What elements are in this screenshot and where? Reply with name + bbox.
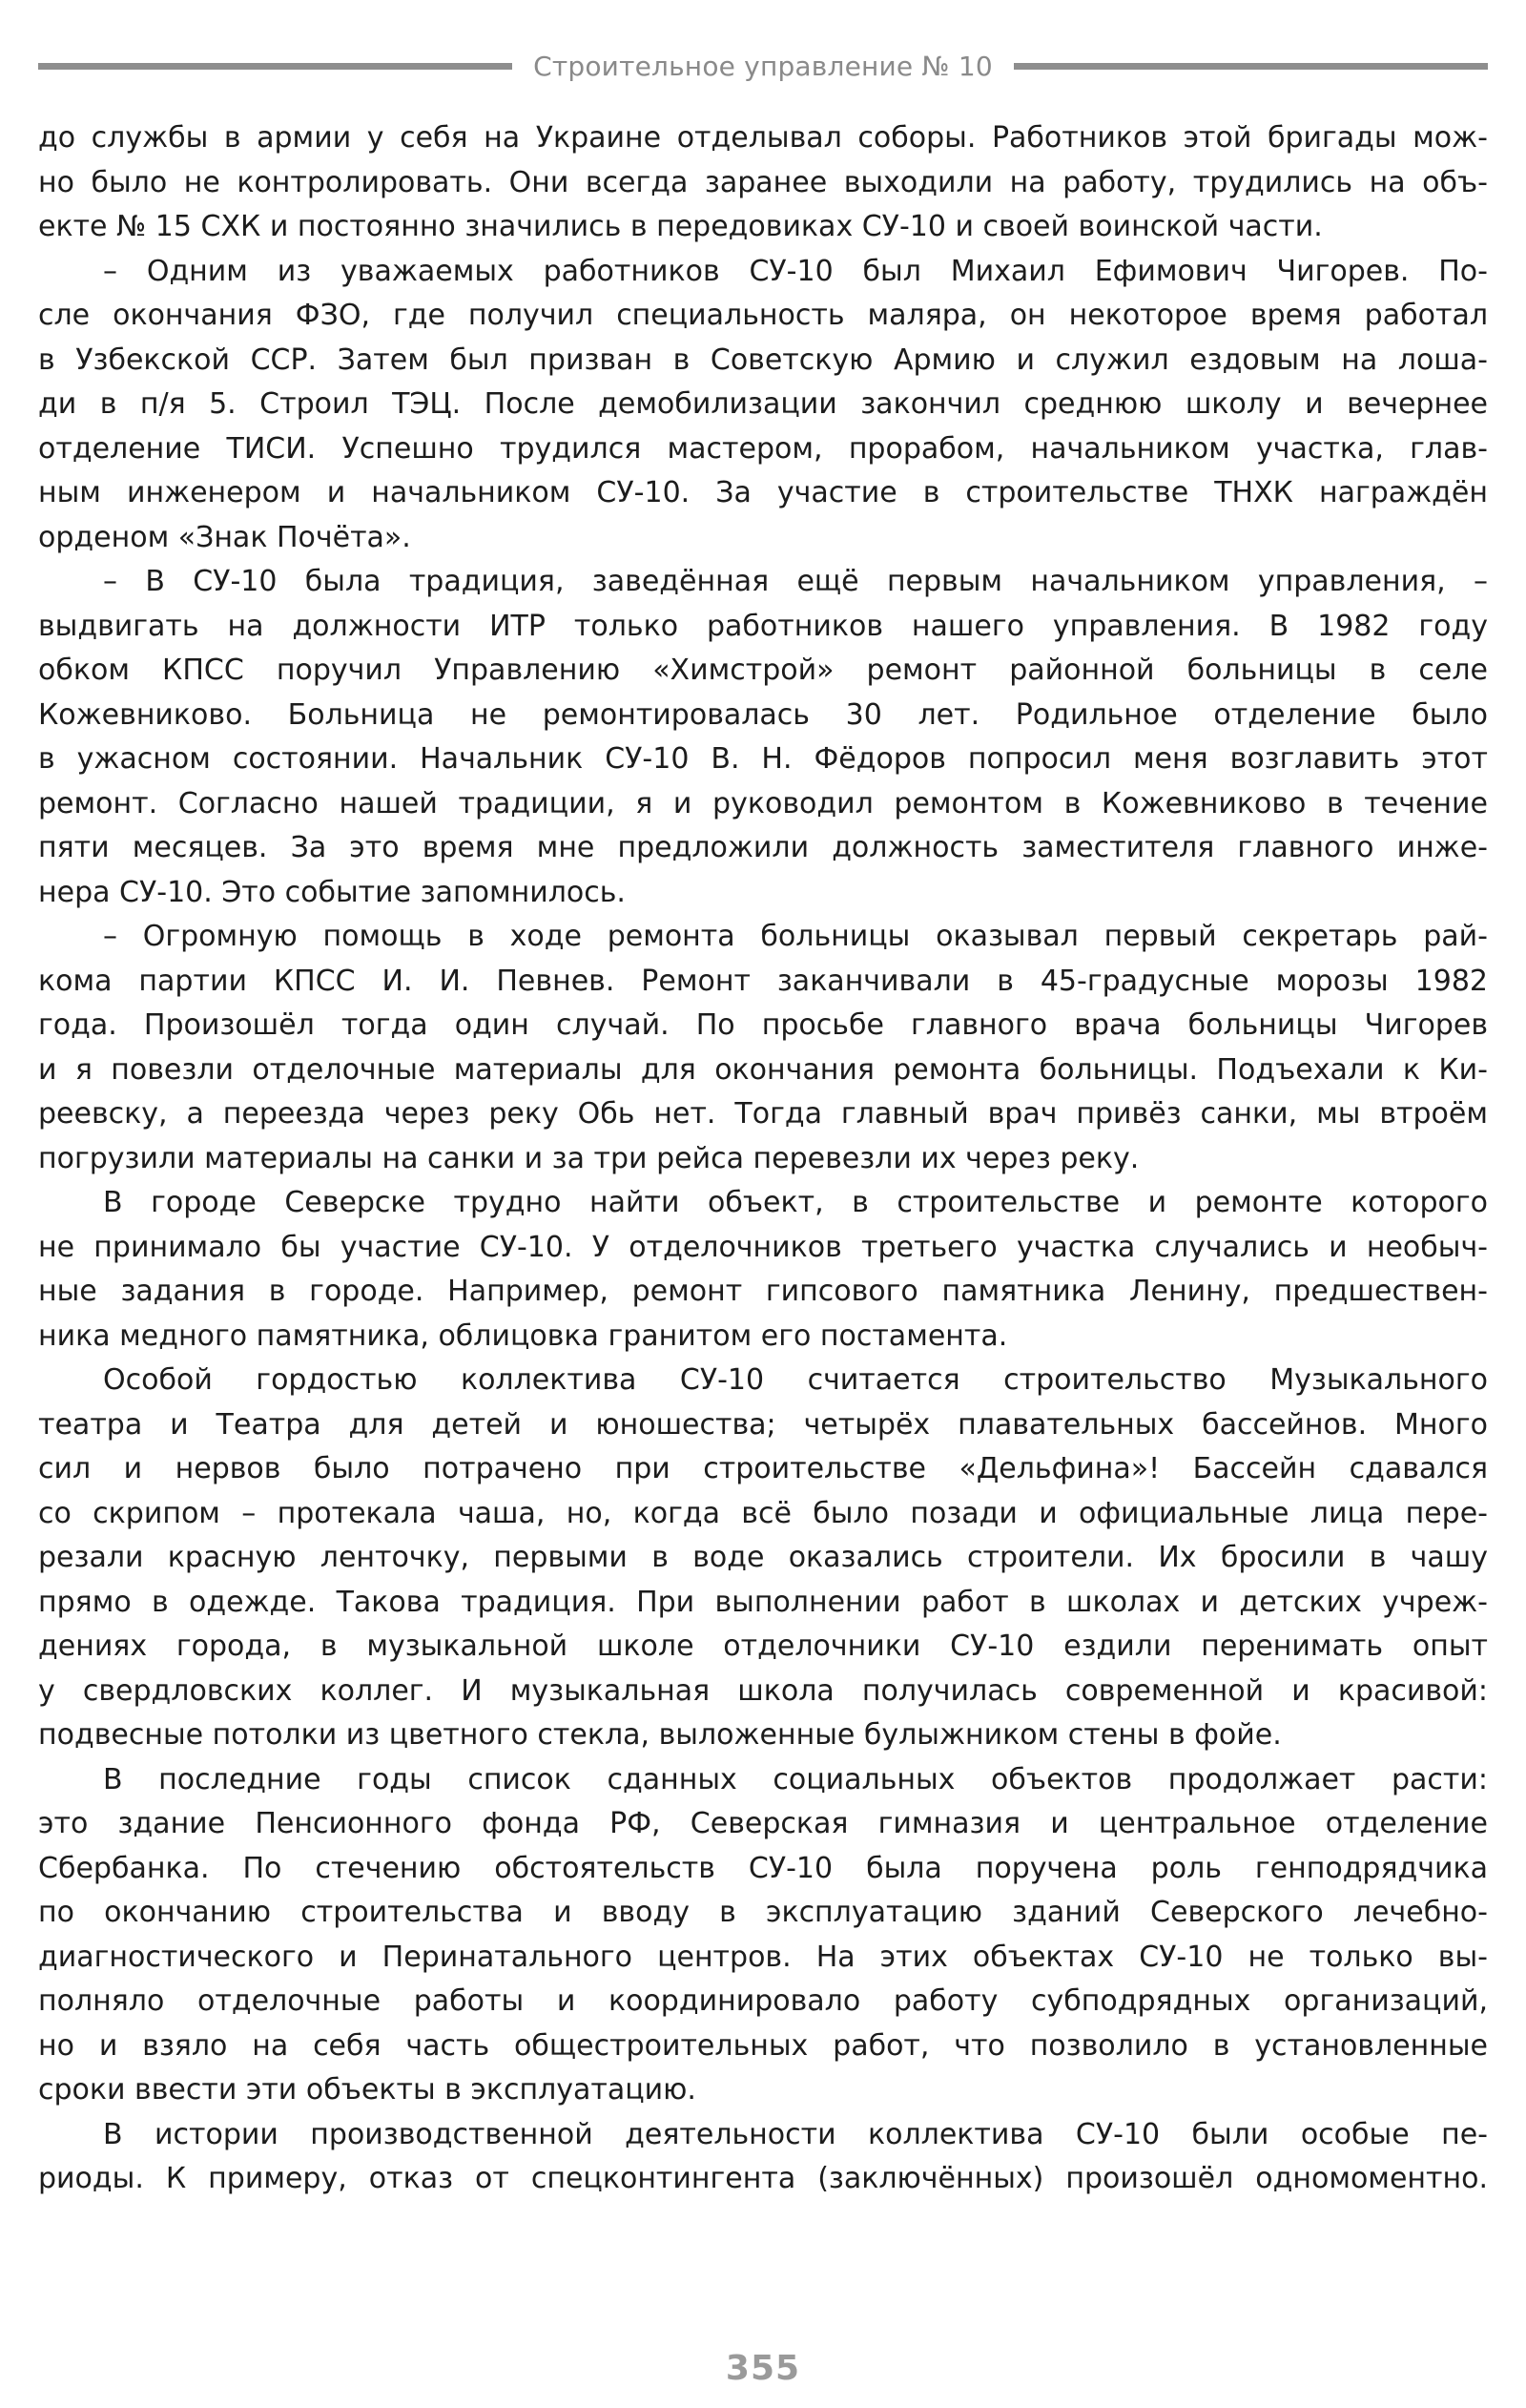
text-line: – Одним из уважаемых работников СУ-10 был Михаил Ефимович Чигорев. По- — [103, 254, 1488, 288]
text-line: – В СУ-10 была традиция, заведённая ещё первым начальником управления, – — [103, 565, 1488, 598]
text-line: Кожевниково. Больница не ремонтировалась 30 лет. Родильное отделение было — [38, 697, 1488, 732]
text-line: подвесные потолки из цветного стекла, выложенные булыжником стены в фойе. — [38, 1718, 1282, 1752]
text-line: реевску, а переезда через реку Обь нет. Тогда главный врач привёз санки, мы втроём — [38, 1097, 1488, 1131]
text-line: риоды. К примеру, отказ от спецконтингента (заключённых) произошёл одномоментно. — [38, 2162, 1488, 2195]
header-title: Строительное управление № 10 — [533, 50, 993, 82]
text-line: выдвигать на должности ИТР только работников нашего управления. В 1982 году — [38, 609, 1488, 643]
text-line: Сбербанка. По стечению обстоятельств СУ-10 была поручена роль генподрядчика — [38, 1851, 1488, 1885]
text-line: Особой гордостью коллектива СУ-10 считается строительство Музыкального — [103, 1363, 1488, 1397]
text-line: в Узбекской ССР. Затем был призван в Советскую Армию и служил ездовым на лоша- — [38, 343, 1488, 377]
text-line: но было не контролировать. Они всегда заранее выходили на работу, трудились на объ- — [38, 165, 1488, 199]
text-line: до службы в армии у себя на Украине отделывал соборы. Работников этой бригады мож- — [38, 121, 1488, 155]
text-line: нера СУ-10. Это событие запомнилось. — [38, 875, 626, 909]
text-line: не принимало бы участие СУ-10. У отделочников третьего участка случались и необыч- — [38, 1230, 1488, 1264]
header-rule-right — [1014, 63, 1488, 70]
body-text — [38, 116, 1488, 2202]
text-line: ные задания в городе. Например, ремонт гипсового памятника Ленину, предшествен- — [38, 1275, 1488, 1308]
text-line: В истории производственной деятельности коллектива СУ-10 были особые пе- — [103, 2117, 1488, 2151]
text-line: резали красную ленточку, первыми в воде оказались строители. Их бросили в чашу — [38, 1541, 1488, 1574]
header-rule-left — [38, 63, 512, 70]
text-line: и я повезли отделочные материалы для окончания ремонта больницы. Подъехали к Ки- — [38, 1052, 1488, 1087]
text-line: со скрипом – протекала чаша, но, когда всё было позади и официальные лица пере- — [38, 1496, 1488, 1530]
text-line: у свердловских коллег. И музыкальная школа получилась современной и красивой: — [38, 1673, 1488, 1708]
text-line: по окончанию строительства и вводу в эксплуатацию зданий Северского лечебно- — [38, 1896, 1488, 1929]
text-line: екте № 15 СХК и постоянно значились в передовиках СУ-10 и своей воинской части. — [38, 210, 1323, 243]
page-number: 355 — [725, 2349, 801, 2388]
text-line: пяти месяцев. За это время мне предложили должность заместителя главного инже- — [38, 831, 1488, 864]
text-line: это здание Пенсионного фонда РФ, Северская гимназия и центральное отделение — [38, 1807, 1488, 1840]
text-line: В городе Северске трудно найти объект, в строительстве и ремонте которого — [103, 1186, 1488, 1219]
running-header — [38, 42, 1488, 90]
text-line: прямо в одежде. Такова традиция. При выполнении работ в школах и детских учреж- — [38, 1585, 1488, 1619]
text-line: полняло отделочные работы и координировало работу субподрядных организаций, — [38, 1984, 1488, 2018]
text-line: сил и нервов было потрачено при строительстве «Дельфина»! Бассейн сдавался — [38, 1452, 1488, 1485]
text-line: ным инженером и начальником СУ-10. За участие в строительстве ТНХК награждён — [38, 476, 1488, 509]
text-line: отделение ТИСИ. Успешно трудился мастером, прорабом, начальником участка, глав- — [38, 431, 1488, 466]
text-line: в ужасном состоянии. Начальник СУ-10 В. Н. Фёдоров попросил меня возглавить этот — [38, 742, 1488, 776]
text-line: ремонт. Согласно нашей традиции, я и руководил ремонтом в Кожевниково в течение — [38, 786, 1488, 820]
text-line: дениях города, в музыкальной школе отделочники СУ-10 ездили перенимать опыт — [38, 1630, 1488, 1663]
text-line: сле окончания ФЗО, где получил специальность маляра, он некоторое время работал — [38, 299, 1488, 332]
text-line: – Огромную помощь в ходе ремонта больницы оказывал первый секретарь рай- — [103, 920, 1488, 953]
text-line: В последние годы список сданных социальных объектов продолжает расти: — [103, 1762, 1488, 1796]
text-line: кома партии КПСС И. И. Певнев. Ремонт заканчивали в 45-градусные морозы 1982 — [38, 964, 1488, 998]
text-line: обком КПСС поручил Управлению «Химстрой» ремонт районной больницы в селе — [38, 654, 1488, 687]
text-line: но и взяло на себя часть общестроительных работ, что позволило в установленные — [38, 2028, 1488, 2063]
text-line: ника медного памятника, облицовка гранитом его постамента. — [38, 1318, 1008, 1353]
text-line: года. Произошёл тогда один случай. По просьбе главного врача больницы Чигорев — [38, 1008, 1488, 1042]
text-line: сроки ввести эти объекты в эксплуатацию. — [38, 2073, 696, 2107]
text-line: диагностического и Перинатального центров. На этих объектах СУ-10 не только вы- — [38, 1940, 1488, 1974]
text-line: ди в п/я 5. Строил ТЭЦ. После демобилизации закончил среднюю школу и вечернее — [38, 387, 1488, 421]
text-line: погрузили материалы на санки и за три рейса перевезли их через реку. — [38, 1141, 1140, 1175]
text-line: орденом «Знак Почёта». — [38, 520, 411, 554]
text-line: театра и Театра для детей и юношества; четырёх плавательных бассейнов. Много — [38, 1407, 1488, 1442]
